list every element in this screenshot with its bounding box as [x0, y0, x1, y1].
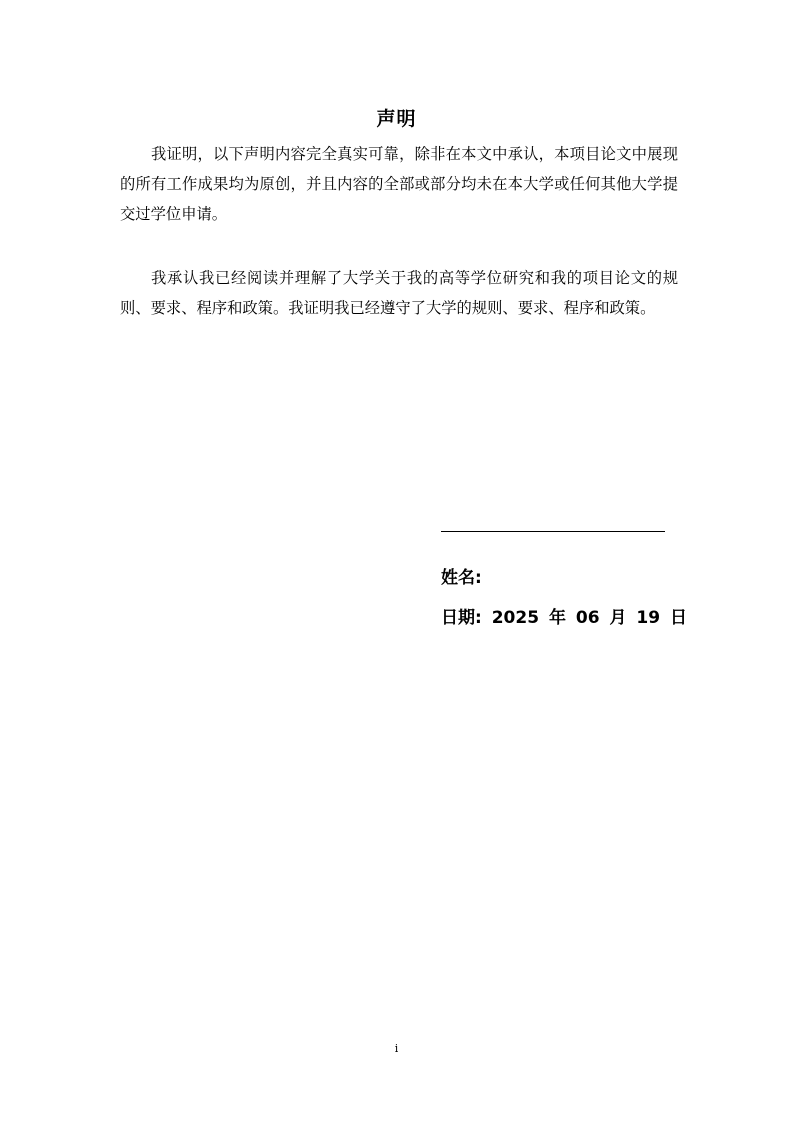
signature-name-label: 姓名: [441, 568, 482, 588]
page-title: 声明 [376, 108, 417, 130]
signature-line [441, 531, 665, 532]
page-number: i [394, 1042, 399, 1055]
declaration-paragraph-rules: 我承认我已经阅读并理解了大学关于我的高等学位研究和我的项目论文的规则、要求、程序和政策。我证明我已经遵守了大学的规则、要求、程序和政策。 [120, 269, 678, 317]
declaration-paragraph-originality: 我证明，以下声明内容完全真实可靠，除非在本文中承认，本项目论文中展现的所有工作成果均为原创，并且内容的全部或部分均未在本大学或任何其他大学提交过学位申请。 [120, 145, 678, 223]
signature-date: 日期: 2025 年 06 月 19 日 [441, 608, 687, 628]
